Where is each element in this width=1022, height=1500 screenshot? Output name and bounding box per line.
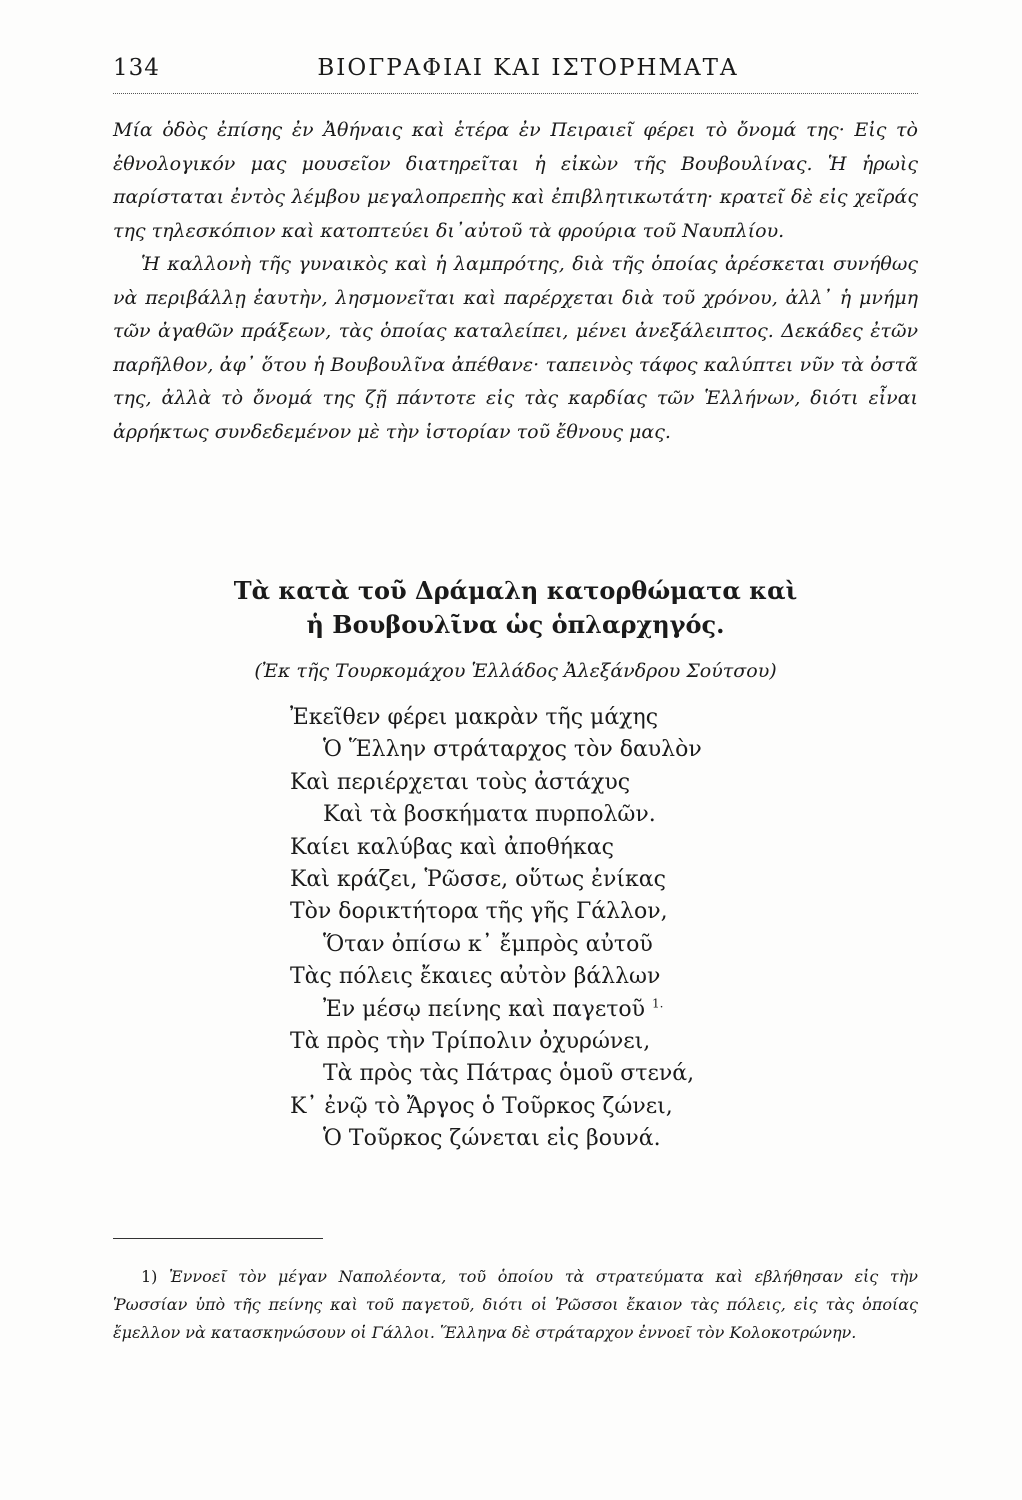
footnote-text: Ἐννοεῖ τὸν μέγαν Ναπολέοντα, τοῦ ὁποίου τὰ στρατεύματα καὶ εβλήθησαν εἰς τὴν Ῥωσσίαν ὑπὸ τῆς πείνης καὶ τοῦ παγετοῦ, διότι οἱ Ῥῶσσοι ἔκαιον τὰς πόλεις, εἰς τὰς ὁποίας ἔμελλον νὰ κατασκηνώσουν οἱ Γάλλοι. Ἕλληνα δὲ στράταρχον ἐννοεῖ τὸν Κολοκοτρώνην. — [113, 1267, 919, 1342]
running-title: ΒΙΟΓΡΑΦΙΑΙ ΚΑΙ ΙΣΤΟΡΗΜΑΤΑ — [317, 55, 739, 81]
footnote-reference[interactable]: 1. — [652, 996, 664, 1011]
poem-line: Ὁ Τοῦρκος ζώνεται εἰς βουνά. — [323, 1126, 661, 1152]
poem-line: Τὰ πρὸς τὰς Πάτρας ὁμοῦ στενά, — [323, 1061, 695, 1087]
poem-line: Τὰ πρὸς τὴν Τρίπολιν ὀχυρώνει, — [290, 1028, 651, 1054]
footnote — [113, 1263, 918, 1347]
poem-line: Τὸν δορικτήτορα τῆς γῆς Γάλλον, — [290, 899, 668, 925]
footnote-marker: 1) — [141, 1267, 158, 1286]
poem-line: Τὰς πόλεις ἔκαιες αὐτὸν βάλλων — [290, 964, 661, 990]
poem-line: Ἐκεῖθεν φέρει μακρὰν τῆς μάχης — [290, 705, 659, 730]
section-heading — [113, 574, 918, 642]
page-number: 134 — [113, 55, 160, 81]
footnote-rule — [113, 1238, 323, 1239]
poem-line: Ὅταν ὀπίσω κ᾽ ἔμπρὸς αὐτοῦ — [323, 931, 653, 957]
poem-line: Καὶ περιέρχεται τοὺς ἀστάχυς — [290, 769, 631, 795]
header-rule — [113, 93, 918, 94]
poem-source: (Ἐκ τῆς Τουρκομάχου Ἑλλάδος Ἀλεξάνδρου Σούτσου) — [254, 660, 777, 682]
poem-line-text: Ἐν μέσῳ πείνης καὶ παγετοῦ — [323, 996, 646, 1022]
poem — [290, 702, 850, 1155]
poem-line-with-footnote — [290, 994, 850, 1026]
poem-line: Ὁ Ἕλλην στράταρχος τὸν δαυλὸν — [323, 737, 702, 763]
section-heading-line: Τὰ κατὰ τοῦ Δράμαλη κατορθώματα καὶ — [233, 576, 798, 605]
poem-line: Καὶ τὰ βοσκήματα πυρπολῶν. — [323, 802, 656, 828]
section-heading-line: ἡ Βουβουλῖνα ὡς ὁπλαρχηγός. — [306, 610, 725, 639]
page-header — [113, 55, 918, 95]
poem-line: Καὶ κράζει, Ῥῶσσε, οὕτως ἐνίκας — [290, 866, 666, 892]
paragraph: Ἡ καλλονὴ τῆς γυναικὸς καὶ ἡ λαμπρότης, διὰ τῆς ὁποίας ἀρέσκεται συνήθως νὰ περιβάλλῃ ἑαυτὴν, λησμονεῖται καὶ παρέρχεται διὰ τοῦ χρόνου, ἀλλ᾽ ἡ μνήμη τῶν ἀγαθῶν πράξεων, τὰς ὁποίας καταλείπει, μένει ἀνεξάλειπτος. Δεκάδες ἐτῶν παρῆλθον, ἀφ᾽ ὅτου ἡ Βουβουλῖνα ἀπέθανε· ταπεινὸς τάφος καλύπτει νῦν τὰ ὀστᾶ της, ἀλλὰ τὸ ὄνομά της ζῇ πάντοτε εἰς τὰς καρδίας τῶν Ἑλλήνων, διότι εἶναι ἀρρήκτως συνδεδεμένον μὲ τὴν ἱστορίαν τοῦ ἔθνους μας. — [113, 253, 918, 443]
poem-line: Καίει καλύβας καὶ ἀποθήκας — [290, 834, 614, 860]
poem-line: Κ᾽ ἐνῷ τὸ Ἄργος ὁ Τοῦρκος ζώνει, — [290, 1093, 673, 1119]
paragraph: Μία ὁδὸς ἐπίσης ἐν Ἀθήναις καὶ ἑτέρα ἐν Πειραιεῖ φέρει τὸ ὄνομά της· Εἰς τὸ ἐθνολογικόν μας μουσεῖον διατηρεῖται ἡ εἰκὼν τῆς Βουβουλίνας. Ἡ ἡρωὶς παρίσταται ἐντὸς λέμβου μεγαλοπρεπὴς καὶ ἐπιβλητικωτάτη· κρατεῖ δὲ εἰς χεῖράς της τηλεσκόπιον καὶ κατοπτεύει δι᾽αὐτοῦ τὰ φρούρια τοῦ Ναυπλίου. — [113, 119, 918, 242]
body-text — [113, 114, 918, 449]
